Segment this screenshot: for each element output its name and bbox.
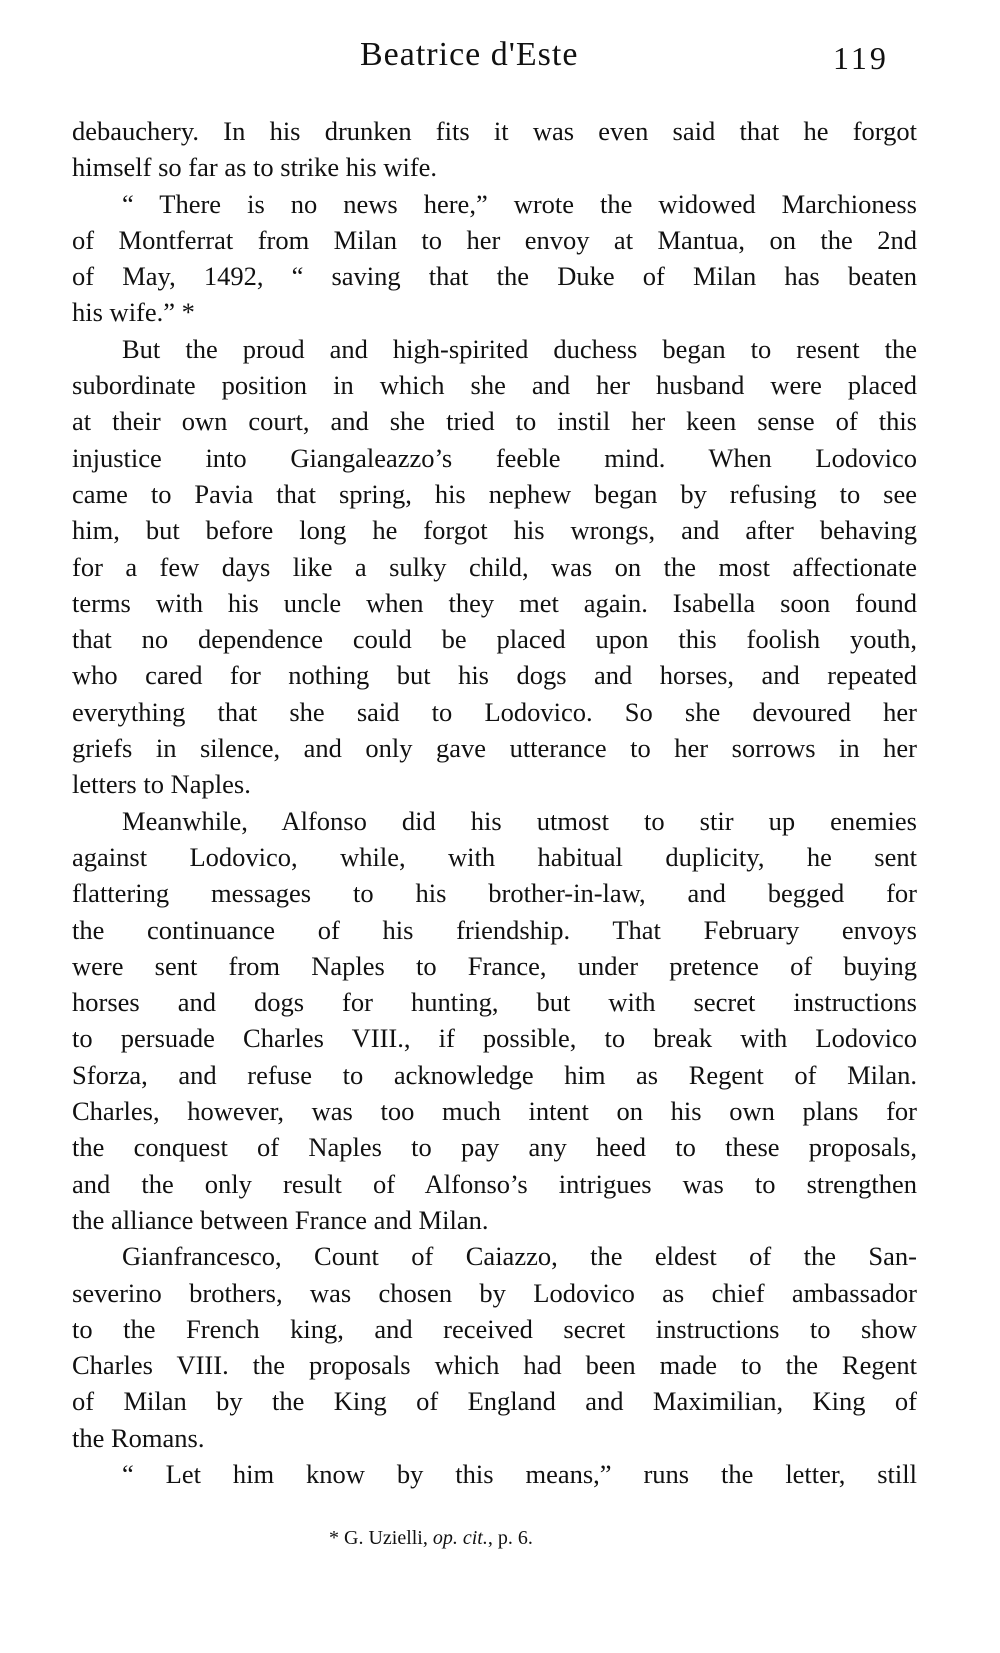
text-line: Charles VIII. the proposals which had been made to the Regent xyxy=(72,1350,917,1381)
text-line: flattering messages to his brother-in-law, and begged for xyxy=(72,878,917,909)
text-line: and the only result of Alfonso’s intrigues was to strengthen xyxy=(72,1168,917,1199)
text-line: “ There is no news here,” wrote the widowed Marchioness xyxy=(122,188,917,219)
text-line: everything that she said to Lodovico. So she devoured her xyxy=(72,696,917,727)
text-line: him, but before long he forgot his wrongs, and after behaving xyxy=(72,515,917,546)
text-line: “ Let him know by this means,” runs the letter, still xyxy=(122,1458,917,1489)
footnote-citation: op. cit. xyxy=(432,1527,488,1549)
text-line: But the proud and high-spirited duchess began to resent the xyxy=(122,333,917,364)
text-line: of Montferrat from Milan to her envoy at Mantua, on the 2nd xyxy=(72,224,917,255)
footnote-author: * G. Uzielli, xyxy=(329,1527,433,1549)
text-line: Gianfrancesco, Count of Caiazzo, the eldest of the San- xyxy=(122,1241,917,1272)
text-line: the continuance of his friendship. That February envoys xyxy=(72,914,917,945)
text-line: that no dependence could be placed upon this foolish youth, xyxy=(72,624,917,655)
text-line: Sforza, and refuse to acknowledge him as Regent of Milan. xyxy=(72,1059,917,1090)
text-line: Charles, however, was too much intent on his own plans for xyxy=(72,1096,917,1127)
text-line: the conquest of Naples to pay any heed to these proposals, xyxy=(72,1132,917,1163)
text-line: letters to Naples. xyxy=(72,769,251,800)
text-line: severino brothers, was chosen by Lodovico as chief ambassador xyxy=(72,1277,917,1308)
text-line: the alliance between France and Milan. xyxy=(72,1204,489,1235)
text-line: his wife.” * xyxy=(72,297,195,328)
text-line: to the French king, and received secret instructions to show xyxy=(72,1313,917,1344)
text-line: horses and dogs for hunting, but with secret instructions xyxy=(72,987,917,1018)
text-line: against Lodovico, while, with habitual duplicity, he sent xyxy=(72,841,917,872)
running-title: Beatrice d'Este xyxy=(360,36,579,73)
text-line: Meanwhile, Alfonso did his utmost to stir up enemies xyxy=(122,805,917,836)
text-line: for a few days like a sulky child, was on the most affectionate xyxy=(72,551,917,582)
text-line: subordinate position in which she and her husband were placed xyxy=(72,370,917,401)
text-line: injustice into Giangaleazzo’s feeble mind. When Lodovico xyxy=(72,442,917,473)
text-line: terms with his uncle when they met again. Isabella soon found xyxy=(72,587,917,618)
text-line: of Milan by the King of England and Maximilian, King of xyxy=(72,1386,917,1417)
text-line: at their own court, and she tried to instil her keen sense of this xyxy=(72,406,917,437)
footnote xyxy=(329,1528,533,1548)
text-line: who cared for nothing but his dogs and horses, and repeated xyxy=(72,660,917,691)
text-line: the Romans. xyxy=(72,1422,205,1453)
text-line: griefs in silence, and only gave utterance to her sorrows in her xyxy=(72,733,917,764)
body-text xyxy=(72,113,917,1492)
footnote-page-ref: , p. 6. xyxy=(487,1527,533,1549)
text-line: came to Pavia that spring, his nephew began by refusing to see xyxy=(72,478,917,509)
text-line: to persuade Charles VIII., if possible, to break with Lodovico xyxy=(72,1023,917,1054)
text-line: himself so far as to strike his wife. xyxy=(72,152,438,183)
text-line: were sent from Naples to France, under pretence of buying xyxy=(72,950,917,981)
text-line: debauchery. In his drunken fits it was even said that he forgot xyxy=(72,116,917,146)
page-number: 119 xyxy=(833,40,889,76)
text-line: of May, 1492, “ saving that the Duke of Milan has beaten xyxy=(72,261,917,292)
